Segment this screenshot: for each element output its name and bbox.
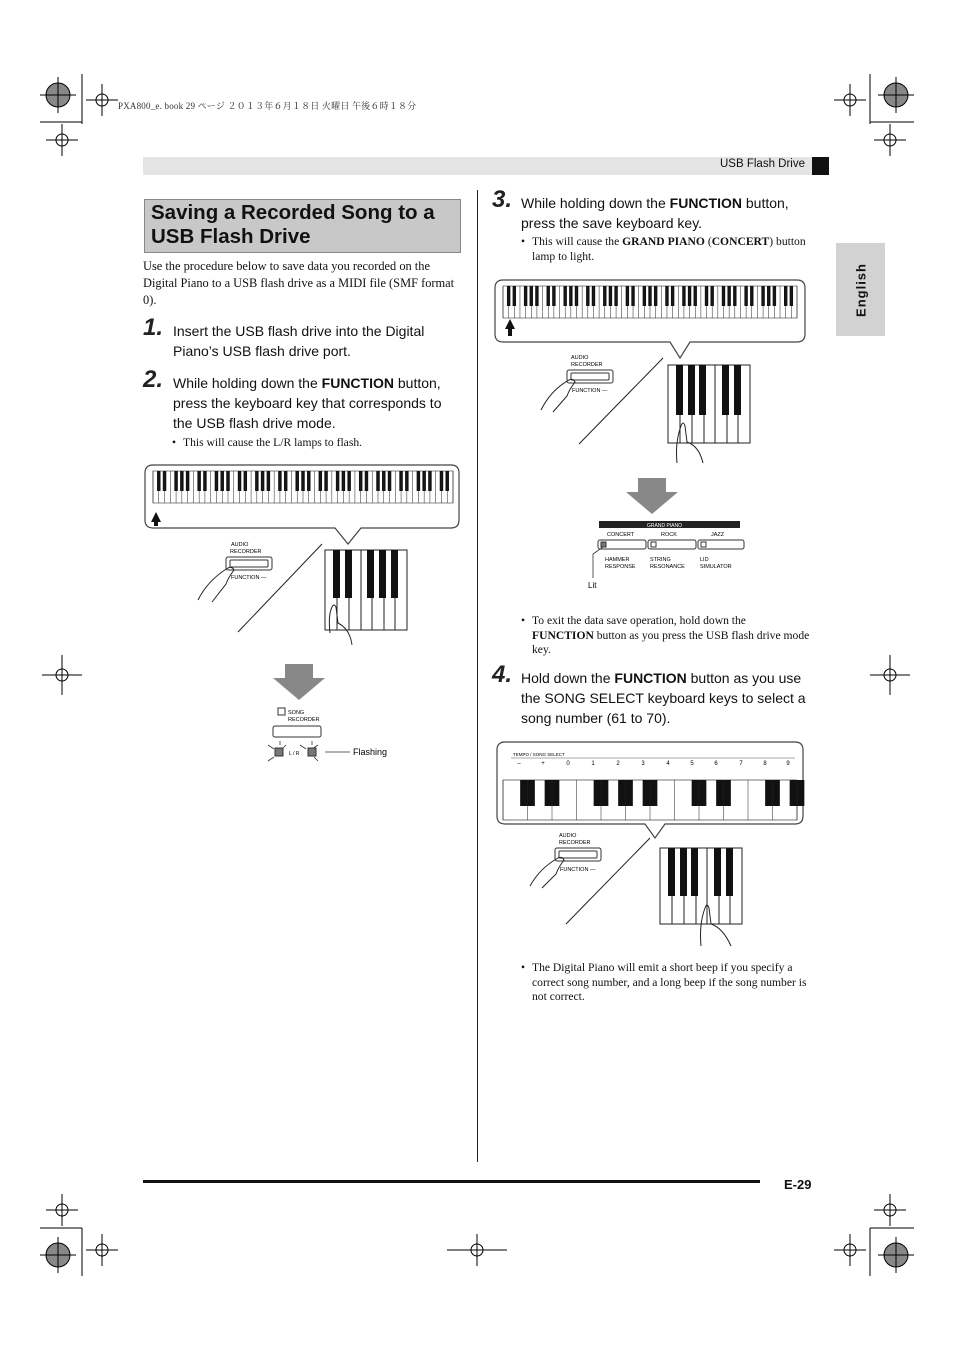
step-1-number: 1.: [143, 314, 164, 341]
svg-text:7: 7: [739, 761, 743, 767]
running-head: USB Flash Drive: [720, 158, 805, 170]
svg-text:RECORDER: RECORDER: [288, 717, 320, 723]
svg-text:RECORDER: RECORDER: [230, 549, 262, 555]
svg-text:–: –: [517, 761, 521, 767]
step-3-bullet-1: • This will cause the GRAND PIANO (CONCERT) button lamp to light.: [521, 235, 806, 263]
svg-text:2: 2: [616, 761, 620, 767]
step-3-number: 3.: [492, 186, 513, 213]
footer-rule: [143, 1180, 760, 1183]
page-number: E-29: [784, 1177, 812, 1192]
svg-text:STRING: STRING: [650, 557, 671, 563]
svg-text:TEMPO / SONG SELECT: TEMPO / SONG SELECT: [513, 752, 565, 757]
step-1-text: Insert the USB flash drive into the Digital Piano’s USB flash drive port.: [173, 323, 425, 359]
svg-text:5: 5: [690, 761, 694, 767]
svg-text:RECORDER: RECORDER: [571, 362, 603, 368]
step-4-text: Hold down the FUNCTION button as you use the SONG SELECT keyboard keys to select a song number (61 to 70).: [521, 670, 806, 726]
column-divider: [477, 190, 478, 1162]
figure-tone-panel: [585, 518, 785, 598]
print-info: PXA800_e. book 29 ページ ２０１３年６月１８日 火曜日 午後６時１８分: [118, 101, 417, 111]
figure-keyboard-2: [493, 278, 813, 358]
svg-text:CONCERT: CONCERT: [607, 532, 635, 538]
svg-text:1: 1: [591, 761, 595, 767]
svg-text:FUNCTION —: FUNCTION —: [231, 575, 267, 581]
down-arrow-1: [271, 664, 331, 704]
figure-keys-closeup-1: [320, 545, 420, 655]
svg-text:6: 6: [714, 761, 718, 767]
svg-text:Lit: Lit: [588, 581, 597, 590]
svg-text:AUDIO: AUDIO: [559, 833, 577, 839]
svg-text:+: +: [541, 761, 545, 767]
svg-text:AUDIO: AUDIO: [571, 355, 589, 361]
step-4-number: 4.: [492, 661, 513, 688]
svg-text:3: 3: [641, 761, 645, 767]
svg-text:RECORDER: RECORDER: [559, 840, 591, 846]
svg-text:9: 9: [786, 761, 790, 767]
svg-text:FUNCTION —: FUNCTION —: [572, 388, 608, 394]
intro-paragraph: Use the procedure below to save data you recorded on the Digital Piano to a USB flash drive as a MIDI file (SMF format 0).: [143, 259, 455, 307]
down-arrow-2: [624, 478, 684, 518]
svg-text:ROCK: ROCK: [661, 532, 677, 538]
step-2-bullet: • This will cause the L/R lamps to flash.: [172, 436, 363, 449]
svg-text:GRAND PIANO: GRAND PIANO: [647, 523, 683, 529]
svg-text:4: 4: [666, 761, 670, 767]
svg-text:RESPONSE: RESPONSE: [605, 564, 636, 570]
step-2-text: While holding down the FUNCTION button, press the keyboard key that corresponds to the USB flash drive mode.: [173, 375, 442, 431]
svg-text:L / R: L / R: [289, 751, 300, 757]
running-head-marker: [812, 157, 829, 175]
language-tab: [836, 243, 885, 336]
step-2-number: 2.: [143, 366, 164, 393]
svg-text:SONG: SONG: [288, 710, 305, 716]
language-tab-label: English: [853, 262, 868, 317]
svg-text:HAMMER: HAMMER: [605, 557, 630, 563]
svg-text:8: 8: [763, 761, 767, 767]
step-4-bullet: • The Digital Piano will emit a short beep if you specify a correct song number, and a long beep if the song number is not correct.: [521, 961, 807, 1003]
step-3-text: While holding down the FUNCTION button, press the save keyboard key.: [521, 195, 789, 231]
svg-text:FUNCTION —: FUNCTION —: [560, 867, 596, 873]
step-3-bullet-2: • To exit the data save operation, hold down the FUNCTION button as you press the USB flash drive mode key.: [521, 614, 810, 656]
figure-keys-closeup-2: [663, 360, 763, 470]
svg-text:AUDIO: AUDIO: [231, 542, 249, 548]
svg-text:LID: LID: [700, 557, 709, 563]
figure-song-recorder: [262, 705, 442, 770]
svg-text:RESONANCE: RESONANCE: [650, 564, 685, 570]
section-title: Saving a Recorded Song to a USB Flash Drive: [151, 201, 435, 248]
svg-text:Flashing: Flashing: [353, 747, 388, 757]
svg-text:0: 0: [566, 761, 570, 767]
figure-keys-closeup-3: [655, 838, 755, 958]
svg-text:SIMULATOR: SIMULATOR: [700, 564, 732, 570]
svg-text:JAZZ: JAZZ: [711, 532, 725, 538]
